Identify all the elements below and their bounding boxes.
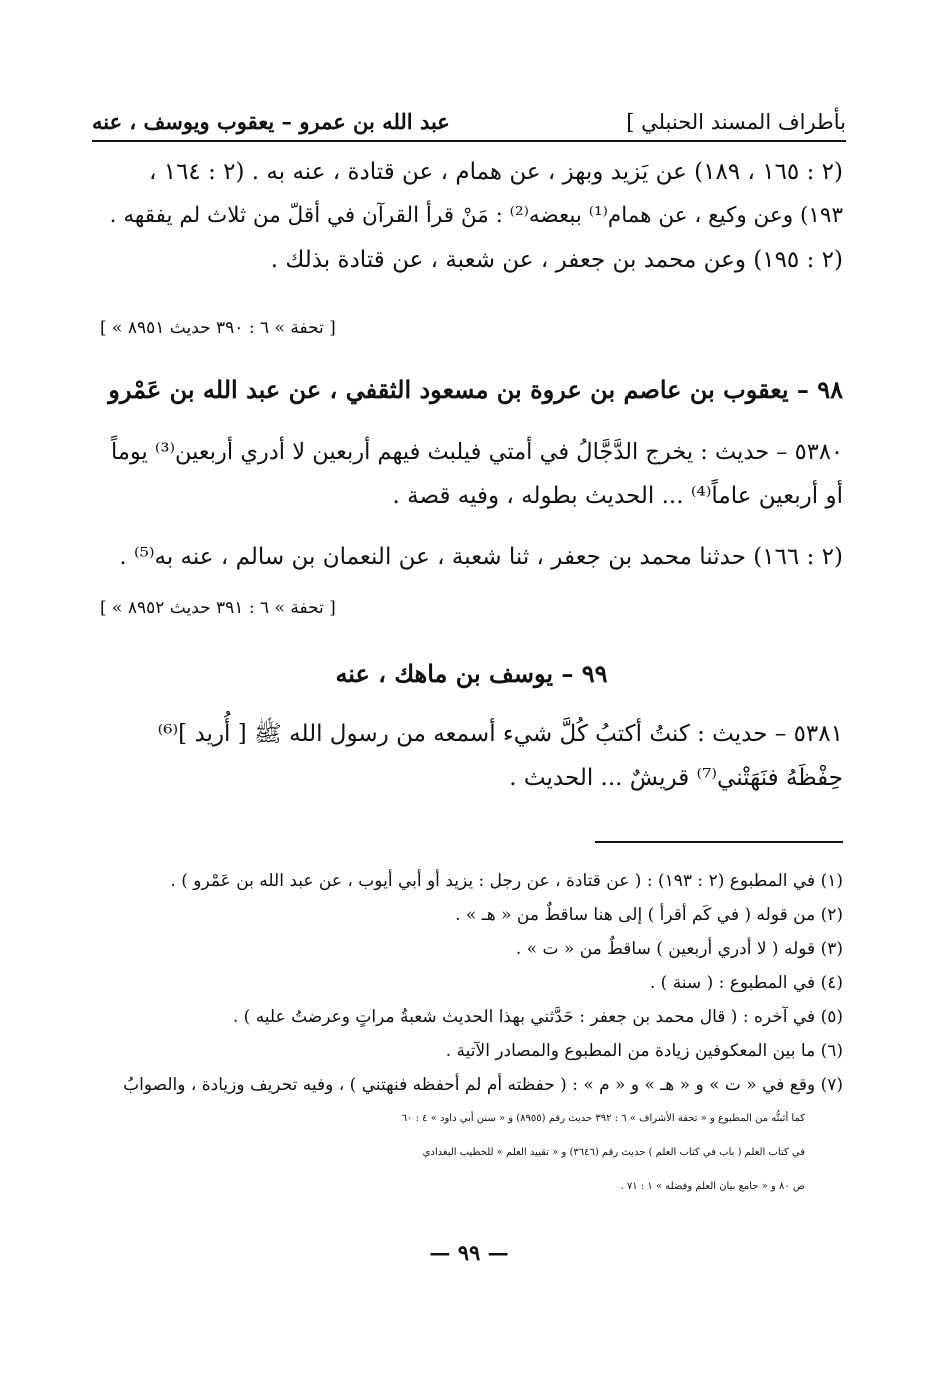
- footnote: (٦) ما بين المعكوفين زيادة من المطبوع والمصادر الآتية .: [445, 1041, 843, 1061]
- footnote: (٥) في آخره : ( قال محمد بن جعفر : حَدَّثني بهذا الحديث شعبةُ مراتٍ وعرضتُ عليه ) .: [232, 1007, 843, 1027]
- isnad-paragraph: [100, 150, 843, 282]
- page-number: — ٩٩ —: [429, 1240, 509, 1265]
- section-heading-98: ٩٨ – يعقوب بن عاصم بن عروة بن مسعود الثقفي ، عن عبد الله بن عَمْرو: [108, 375, 843, 404]
- footnote-continuation: في كتاب العلم ( باب في كتاب العلم ) حديث رقم (٣٦٤٦) و « تقييد العلم » للخطيب البغدادي: [422, 1147, 805, 1158]
- footnote: (٧) وقع في « ت » و « هـ » و « م » : ( حفظته أم لم أحفظه فنهتني ) ، وفيه تحريف وزيادة ، والصوابُ: [123, 1075, 843, 1095]
- text-line: (٢ : ١٦٦) حدثنا محمد بن جعفر ، ثنا شعبة ، عن النعمان بن سالم ، عنه به⁽⁵⁾ .: [119, 544, 843, 570]
- footnote-continuation: ص ٨٠ و « جامع بيان العلم وفضله » ١ : ٧١ .: [620, 1181, 805, 1192]
- isnad-5380: [100, 535, 843, 579]
- hadith-line: ٥٣٨١ – حديث : كنتُ أكتبُ كُلَّ شيء أسمعه من رسول الله ﷺ [ أُريد ]⁽⁶⁾: [157, 721, 843, 747]
- footnote-divider: [595, 841, 843, 843]
- hadith-5380: [100, 430, 843, 518]
- header-chapter-title: عبد الله بن عمرو – يعقوب ويوسف ، عنه: [92, 109, 450, 134]
- running-header: [92, 96, 846, 142]
- footnote: (١) في المطبوع (٢ : ١٩٣) : ( عن قتادة ، عن رجل : يزيد أو أبي أيوب ، عن عبد الله بن عَمْرو ) .: [170, 871, 843, 891]
- text-line: ١٩٣) وعن وكيع ، عن همام⁽¹⁾ ببعضه⁽²⁾ : مَنْ قرأ القرآن في أقلّ من ثلاث لم يفقهه .: [109, 203, 843, 228]
- footnote: (٤) في المطبوع : ( سنة ) .: [649, 973, 843, 993]
- header-book-title: بأطراف المسند الحنبلي ]: [626, 110, 846, 134]
- footnote-continuation: كما أثبتُّه من المطبوع و « تحفة الأشراف » ٦ : ٣٩٢ حديث رقم (٨٩٥٥) و « سنن أبي داود » ٤ : ٦٠: [401, 1113, 805, 1124]
- hadith-line: أو أربعين عاماً⁽⁴⁾ ... الحديث بطوله ، وفيه قصة .: [392, 483, 843, 509]
- footnotes: [100, 864, 843, 1204]
- section-heading-99: ٩٩ – يوسف بن ماهك ، عنه: [335, 659, 608, 688]
- footnote: (٣) قوله ( لا أدري أربعين ) ساقطٌ من « ت » .: [515, 939, 843, 959]
- text-line: (٢ : ١٩٥) وعن محمد بن جعفر ، عن شعبة ، عن قتادة بذلك .: [270, 247, 843, 273]
- tuhfa-reference: [ « تحفة » ٦ : ٣٩١ حديث ٨٩٥٢ ]: [100, 598, 336, 618]
- footnote: (٢) من قوله ( في كَم أقرأ ) إلى هنا ساقطٌ من « هـ » .: [455, 905, 843, 925]
- hadith-line: حِفْظَهُ فنَهَتْني⁽⁷⁾ قريشٌ ... الحديث .: [509, 765, 843, 791]
- text-line: (٢ : ١٦٥ ، ١٨٩) عن يَزيد وبهز ، عن همام ، عن قتادة ، عنه به . (٢ : ١٦٤ ،: [148, 159, 843, 185]
- tuhfa-reference: [ « تحفة » ٦ : ٣٩٠ حديث ٨٩٥١ ]: [100, 318, 336, 338]
- hadith-5381: [100, 712, 843, 800]
- hadith-line: ٥٣٨٠ – حديث : يخرج الدَّجَّالُ في أمتي فيلبث فيهم أربعين لا أدري أربعين⁽³⁾ يوماً: [110, 439, 843, 465]
